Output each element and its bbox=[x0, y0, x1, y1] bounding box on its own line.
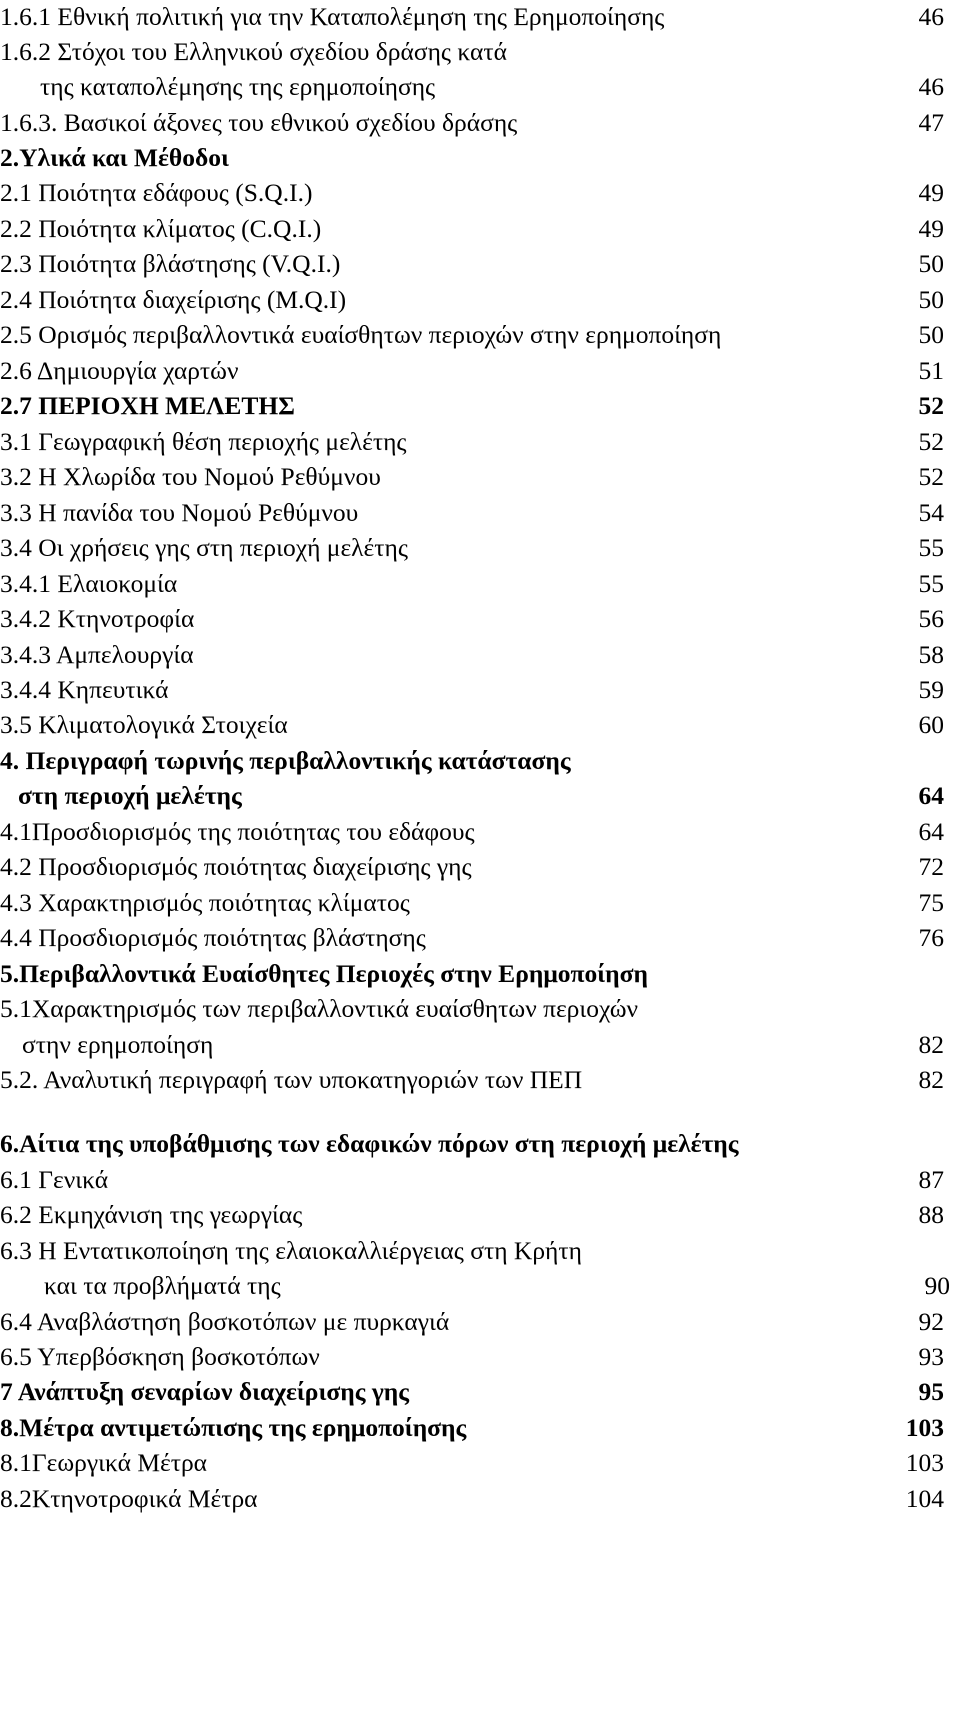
toc-entry bbox=[0, 954, 960, 993]
toc-entry-page: 82 bbox=[918, 1065, 944, 1094]
toc-entry-title: 1.6.3. Βασικοί άξονες του εθνικού σχεδίου δράσης bbox=[0, 108, 518, 137]
toc-entry bbox=[0, 1302, 960, 1341]
toc-entry-page: 56 bbox=[918, 604, 944, 633]
toc-entry bbox=[0, 883, 960, 922]
toc-entry-page: 104 bbox=[905, 1484, 944, 1513]
toc-entry-title: 3.4.1 Ελαιοκομία bbox=[0, 569, 178, 598]
toc-entry bbox=[0, 103, 960, 142]
toc-entry-title: 3.4 Οι χρήσεις γης στη περιοχή μελέτης bbox=[0, 533, 408, 562]
toc-entry bbox=[0, 670, 960, 709]
toc-entry-title: 2.4 Ποιότητα διαχείρισης (M.Q.I) bbox=[0, 285, 347, 314]
toc-entry-title: 2.2 Ποιότητα κλίματος (C.Q.I.) bbox=[0, 214, 322, 243]
toc-entry bbox=[0, 315, 960, 354]
toc-entry-page: 72 bbox=[918, 852, 944, 881]
toc-entry bbox=[0, 812, 960, 851]
toc-entry-title: 6.3 Η Εντατικοποίηση της ελαιοκαλλιέργειας στη Κρήτη bbox=[0, 1236, 582, 1265]
toc-entry-title: 6.5 Υπερβόσκηση βοσκοτόπων bbox=[0, 1342, 320, 1371]
toc-entry-page: 64 bbox=[918, 781, 944, 810]
toc-entry bbox=[0, 422, 960, 461]
toc-entry-title: 5.1Χαρακτηρισμός των περιβαλλοντικά ευαίσθητων περιοχών bbox=[0, 994, 639, 1023]
toc-entry bbox=[0, 599, 960, 638]
toc-entry-title: 4.2 Προσδιορισμός ποιότητας διαχείρισης γης bbox=[0, 852, 472, 881]
toc-entry-title: 3.4.3 Αμπελουργία bbox=[0, 640, 194, 669]
toc-entry bbox=[0, 741, 960, 780]
toc-entry-page: 60 bbox=[918, 710, 944, 739]
toc-entry bbox=[0, 564, 960, 603]
toc-entry bbox=[0, 209, 960, 248]
toc-entry bbox=[0, 1372, 960, 1411]
toc-entry-title: 2.7 ΠΕΡΙΟΧΗ ΜΕΛΕΤΗΣ bbox=[0, 391, 295, 420]
toc-entry-title: 3.2 Η Χλωρίδα του Νομού Ρεθύμνου bbox=[0, 462, 381, 491]
toc-entry-page: 87 bbox=[918, 1165, 944, 1194]
toc-entry-title: 2.Υλικά και Μέθοδοι bbox=[0, 143, 229, 172]
toc-entry-title: 3.1 Γεωγραφική θέση περιοχής μελέτης bbox=[0, 427, 407, 456]
toc-entry-title: 2.3 Ποιότητα βλάστησης (V.Q.I.) bbox=[0, 249, 341, 278]
toc-entry-page: 75 bbox=[918, 888, 944, 917]
toc-entry-page: 58 bbox=[918, 640, 944, 669]
toc-entry bbox=[0, 386, 960, 425]
toc-entry-title: 5.2. Αναλυτική περιγραφή των υποκατηγοριών των ΠΕΠ bbox=[0, 1065, 583, 1094]
toc-entry-page: 103 bbox=[905, 1413, 944, 1442]
toc-entry-title: 1.6.2 Στόχοι του Ελληνικού σχεδίου δράσης κατά bbox=[0, 37, 507, 66]
toc-entry-title: και τα προβλήματά της bbox=[44, 1271, 281, 1300]
toc-entry bbox=[0, 635, 960, 674]
toc-entry bbox=[0, 493, 960, 532]
toc-entry-page: 82 bbox=[918, 1030, 944, 1059]
toc-entry-page: 54 bbox=[918, 498, 944, 527]
toc-entry bbox=[0, 173, 960, 212]
toc-entry bbox=[0, 1195, 960, 1234]
toc-entry-title: 4.3 Χαρακτηρισμός ποιότητας κλίματος bbox=[0, 888, 410, 917]
toc-entry-page: 55 bbox=[918, 533, 944, 562]
toc-entry bbox=[0, 1025, 960, 1064]
toc-entry-page: 90 bbox=[924, 1271, 950, 1300]
toc-entry bbox=[0, 138, 960, 177]
toc-entry-page: 50 bbox=[918, 320, 944, 349]
toc-entry bbox=[0, 351, 960, 390]
toc-entry-title: 6.Αίτια της υποβάθμισης των εδαφικών πόρων στη περιοχή μελέτης bbox=[0, 1129, 739, 1158]
toc-entry-title: 2.5 Ορισμός περιβαλλοντικά ευαίσθητων περιοχών στην ερημοποίηση bbox=[0, 320, 722, 349]
toc-entry bbox=[0, 847, 960, 886]
toc-entry-page: 46 bbox=[918, 72, 944, 101]
toc-entry-title: 3.4.2 Κτηνοτροφία bbox=[0, 604, 195, 633]
toc-entry bbox=[0, 705, 960, 744]
toc-entry-title: 5.Περιβαλλοντικά Ευαίσθητες Περιοχές στην Ερημοποίηση bbox=[0, 959, 648, 988]
toc-entry bbox=[0, 1479, 960, 1518]
toc-entry-title: 7 Ανάπτυξη σεναρίων διαχείρισης γης bbox=[0, 1377, 409, 1406]
toc-entry bbox=[0, 1337, 960, 1376]
toc-entry-title: 8.2Κτηνοτροφικά Μέτρα bbox=[0, 1484, 258, 1513]
toc-entry bbox=[0, 280, 960, 319]
toc-entry-title: 8.Μέτρα αντιμετώπισης της ερημοποίησης bbox=[0, 1413, 467, 1442]
toc-entry-title: 3.5 Κλιματολογικά Στοιχεία bbox=[0, 710, 288, 739]
toc-entry-title: 4.4 Προσδιορισμός ποιότητας βλάστησης bbox=[0, 923, 426, 952]
toc-entry-page: 76 bbox=[918, 923, 944, 952]
toc-entry bbox=[0, 67, 960, 106]
toc-entry-page: 46 bbox=[918, 2, 944, 31]
toc-entry-page: 47 bbox=[918, 108, 944, 137]
toc-entry-title: 6.2 Εκμηχάνιση της γεωργίας bbox=[0, 1200, 303, 1229]
toc-entry-title: 6.4 Αναβλάστηση βοσκοτόπων με πυρκαγιά bbox=[0, 1307, 450, 1336]
toc-entry bbox=[0, 1266, 960, 1305]
toc-entry bbox=[0, 918, 960, 957]
toc-entry bbox=[0, 1443, 960, 1482]
toc-entry bbox=[0, 244, 960, 283]
toc-entry-title: 2.6 Δημιουργία χαρτών bbox=[0, 356, 239, 385]
toc-entry bbox=[0, 457, 960, 496]
toc-entry-title: στην ερημοποίηση bbox=[22, 1030, 214, 1059]
toc-entry-page: 64 bbox=[918, 817, 944, 846]
toc-entry-title: της καταπολέμησης της ερημοποίησης bbox=[40, 72, 436, 101]
toc-entry-title: 3.4.4 Κηπευτικά bbox=[0, 675, 169, 704]
toc-entry-page: 49 bbox=[918, 214, 944, 243]
toc-entry-page: 52 bbox=[918, 391, 944, 420]
toc-entry-page: 52 bbox=[918, 427, 944, 456]
toc-entry-title: στη περιοχή μελέτης bbox=[18, 781, 242, 810]
toc-entry bbox=[0, 32, 960, 71]
toc-entry-page: 93 bbox=[918, 1342, 944, 1371]
toc-entry bbox=[0, 776, 960, 815]
toc-entry bbox=[0, 528, 960, 567]
toc-entry-page: 88 bbox=[918, 1200, 944, 1229]
toc-entry-page: 103 bbox=[905, 1448, 944, 1477]
toc-entry-page: 92 bbox=[918, 1307, 944, 1336]
toc-entry bbox=[0, 1160, 960, 1199]
toc-entry bbox=[0, 1124, 960, 1163]
toc-entry bbox=[0, 1231, 960, 1270]
toc-entry-title: 8.1Γεωργικά Μέτρα bbox=[0, 1448, 208, 1477]
toc-entry-page: 55 bbox=[918, 569, 944, 598]
toc-entry-page: 50 bbox=[918, 285, 944, 314]
toc-entry-page: 52 bbox=[918, 462, 944, 491]
toc-entry-title: 3.3 Η πανίδα του Νομού Ρεθύμνου bbox=[0, 498, 359, 527]
toc-entry-title: 4. Περιγραφή τωρινής περιβαλλοντικής κατάστασης bbox=[0, 746, 571, 775]
toc-entry bbox=[0, 1060, 960, 1099]
toc-entry bbox=[0, 1408, 960, 1447]
toc-entry-title: 1.6.1 Εθνική πολιτική για την Καταπολέμηση της Ερημοποίησης bbox=[0, 2, 665, 31]
toc-entry-title: 2.1 Ποιότητα εδάφους (S.Q.I.) bbox=[0, 178, 313, 207]
toc-entry-page: 49 bbox=[918, 178, 944, 207]
toc-entry bbox=[0, 0, 960, 36]
toc-entry-page: 50 bbox=[918, 249, 944, 278]
toc-entry-title: 4.1Προσδιορισμός της ποιότητας του εδάφους bbox=[0, 817, 475, 846]
toc-entry-page: 95 bbox=[918, 1377, 944, 1406]
toc-entry-page: 51 bbox=[918, 356, 944, 385]
toc-entry bbox=[0, 989, 960, 1028]
toc-entry-page: 59 bbox=[918, 675, 944, 704]
toc-entry-title: 6.1 Γενικά bbox=[0, 1165, 109, 1194]
